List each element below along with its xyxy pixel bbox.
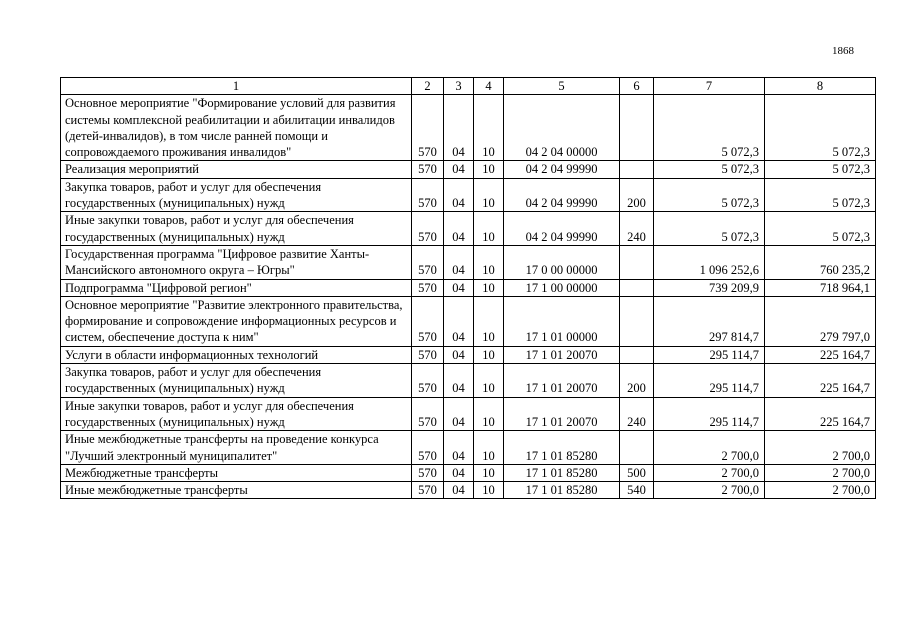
column-header: 5 [504, 78, 620, 95]
amount-year1-cell: 739 209,9 [654, 279, 765, 296]
table-row [61, 178, 876, 212]
row-name-cell: Межбюджетные трансферты [61, 464, 412, 481]
row-name-cell: Иные закупки товаров, работ и услуг для обеспечения государственных (муниципальных) нужд [61, 212, 412, 246]
gr-code-cell: 570 [412, 296, 444, 346]
row-name-cell: Реализация мероприятий [61, 161, 412, 178]
target-code-cell: 17 0 00 00000 [504, 245, 620, 279]
table-row [61, 464, 876, 481]
section-code-cell: 04 [444, 364, 474, 398]
row-name-cell: Услуги в области информационных технологий [61, 346, 412, 363]
row-name-cell: Подпрограмма "Цифровой регион" [61, 279, 412, 296]
amount-year2-cell: 225 164,7 [765, 397, 876, 431]
amount-year1-cell: 5 072,3 [654, 212, 765, 246]
target-code-cell: 17 1 01 20070 [504, 346, 620, 363]
target-code-cell: 17 1 01 00000 [504, 296, 620, 346]
target-code-cell: 04 2 04 99990 [504, 161, 620, 178]
gr-code-cell: 570 [412, 364, 444, 398]
row-name-cell: Закупка товаров, работ и услуг для обеспечения государственных (муниципальных) нужд [61, 178, 412, 212]
subsection-code-cell: 10 [474, 245, 504, 279]
table-row [61, 161, 876, 178]
section-code-cell: 04 [444, 482, 474, 499]
section-code-cell: 04 [444, 431, 474, 465]
section-code-cell: 04 [444, 178, 474, 212]
table-row [61, 296, 876, 346]
section-code-cell: 04 [444, 464, 474, 481]
column-header: 3 [444, 78, 474, 95]
subsection-code-cell: 10 [474, 482, 504, 499]
section-code-cell: 04 [444, 161, 474, 178]
expense-type-cell [620, 245, 654, 279]
expense-type-cell [620, 296, 654, 346]
section-code-cell: 04 [444, 279, 474, 296]
row-name-cell: Иные закупки товаров, работ и услуг для обеспечения государственных (муниципальных) нужд [61, 397, 412, 431]
amount-year2-cell: 225 164,7 [765, 346, 876, 363]
column-header: 2 [412, 78, 444, 95]
amount-year2-cell: 718 964,1 [765, 279, 876, 296]
page-number: 1868 [832, 45, 854, 57]
expense-type-cell [620, 431, 654, 465]
gr-code-cell: 570 [412, 397, 444, 431]
amount-year1-cell: 5 072,3 [654, 178, 765, 212]
target-code-cell: 17 1 01 85280 [504, 482, 620, 499]
amount-year1-cell: 2 700,0 [654, 482, 765, 499]
expense-type-cell: 200 [620, 178, 654, 212]
amount-year2-cell: 5 072,3 [765, 161, 876, 178]
expense-type-cell: 540 [620, 482, 654, 499]
column-header: 6 [620, 78, 654, 95]
amount-year1-cell: 295 114,7 [654, 397, 765, 431]
amount-year1-cell: 295 114,7 [654, 364, 765, 398]
section-code-cell: 04 [444, 212, 474, 246]
row-name-cell: Иные межбюджетные трансферты [61, 482, 412, 499]
subsection-code-cell: 10 [474, 95, 504, 161]
amount-year1-cell: 1 096 252,6 [654, 245, 765, 279]
amount-year1-cell: 295 114,7 [654, 346, 765, 363]
subsection-code-cell: 10 [474, 431, 504, 465]
row-name-cell: Основное мероприятие "Развитие электронного правительства, формирование и сопровождение информационных ресурсов и систем, обеспечение доступа к ним" [61, 296, 412, 346]
section-code-cell: 04 [444, 346, 474, 363]
expense-type-cell: 240 [620, 397, 654, 431]
table-row [61, 397, 876, 431]
amount-year2-cell: 5 072,3 [765, 178, 876, 212]
amount-year2-cell: 5 072,3 [765, 212, 876, 246]
target-code-cell: 17 1 01 20070 [504, 397, 620, 431]
table-row [61, 279, 876, 296]
subsection-code-cell: 10 [474, 364, 504, 398]
expense-type-cell [620, 161, 654, 178]
table-row [61, 346, 876, 363]
target-code-cell: 04 2 04 00000 [504, 95, 620, 161]
target-code-cell: 17 1 00 00000 [504, 279, 620, 296]
row-name-cell: Иные межбюджетные трансферты на проведение конкурса "Лучший электронный муниципалитет" [61, 431, 412, 465]
expense-type-cell [620, 346, 654, 363]
gr-code-cell: 570 [412, 212, 444, 246]
subsection-code-cell: 10 [474, 178, 504, 212]
row-name-cell: Государственная программа "Цифровое развитие Ханты-Мансийского автономного округа – Югры" [61, 245, 412, 279]
target-code-cell: 04 2 04 99990 [504, 212, 620, 246]
gr-code-cell: 570 [412, 178, 444, 212]
amount-year2-cell: 225 164,7 [765, 364, 876, 398]
gr-code-cell: 570 [412, 161, 444, 178]
subsection-code-cell: 10 [474, 161, 504, 178]
gr-code-cell: 570 [412, 245, 444, 279]
target-code-cell: 17 1 01 85280 [504, 431, 620, 465]
amount-year2-cell: 2 700,0 [765, 482, 876, 499]
amount-year1-cell: 5 072,3 [654, 161, 765, 178]
subsection-code-cell: 10 [474, 296, 504, 346]
expense-type-cell: 500 [620, 464, 654, 481]
gr-code-cell: 570 [412, 279, 444, 296]
table-row [61, 95, 876, 161]
subsection-code-cell: 10 [474, 464, 504, 481]
amount-year1-cell: 2 700,0 [654, 464, 765, 481]
subsection-code-cell: 10 [474, 346, 504, 363]
gr-code-cell: 570 [412, 95, 444, 161]
section-code-cell: 04 [444, 296, 474, 346]
amount-year2-cell: 279 797,0 [765, 296, 876, 346]
amount-year1-cell: 297 814,7 [654, 296, 765, 346]
expense-type-cell: 240 [620, 212, 654, 246]
table-body [61, 78, 876, 499]
target-code-cell: 17 1 01 85280 [504, 464, 620, 481]
amount-year2-cell: 5 072,3 [765, 95, 876, 161]
target-code-cell: 04 2 04 99990 [504, 178, 620, 212]
table-row [61, 245, 876, 279]
column-header: 4 [474, 78, 504, 95]
column-header: 8 [765, 78, 876, 95]
gr-code-cell: 570 [412, 464, 444, 481]
table-row [61, 431, 876, 465]
gr-code-cell: 570 [412, 431, 444, 465]
column-header: 7 [654, 78, 765, 95]
target-code-cell: 17 1 01 20070 [504, 364, 620, 398]
amount-year2-cell: 760 235,2 [765, 245, 876, 279]
section-code-cell: 04 [444, 397, 474, 431]
budget-table [60, 77, 876, 499]
table-header-row [61, 78, 876, 95]
amount-year1-cell: 5 072,3 [654, 95, 765, 161]
row-name-cell: Основное мероприятие "Формирование условий для развития системы комплексной реабилитации и абилитации инвалидов (детей-инвалидов), в том числе ранней помощи и сопровождаемого проживания инвалидов" [61, 95, 412, 161]
section-code-cell: 04 [444, 95, 474, 161]
column-header: 1 [61, 78, 412, 95]
amount-year2-cell: 2 700,0 [765, 464, 876, 481]
table-row [61, 212, 876, 246]
subsection-code-cell: 10 [474, 212, 504, 246]
table-row [61, 482, 876, 499]
row-name-cell: Закупка товаров, работ и услуг для обеспечения государственных (муниципальных) нужд [61, 364, 412, 398]
subsection-code-cell: 10 [474, 279, 504, 296]
expense-type-cell [620, 95, 654, 161]
amount-year2-cell: 2 700,0 [765, 431, 876, 465]
gr-code-cell: 570 [412, 482, 444, 499]
expense-type-cell [620, 279, 654, 296]
subsection-code-cell: 10 [474, 397, 504, 431]
expense-type-cell: 200 [620, 364, 654, 398]
amount-year1-cell: 2 700,0 [654, 431, 765, 465]
section-code-cell: 04 [444, 245, 474, 279]
gr-code-cell: 570 [412, 346, 444, 363]
table-row [61, 364, 876, 398]
